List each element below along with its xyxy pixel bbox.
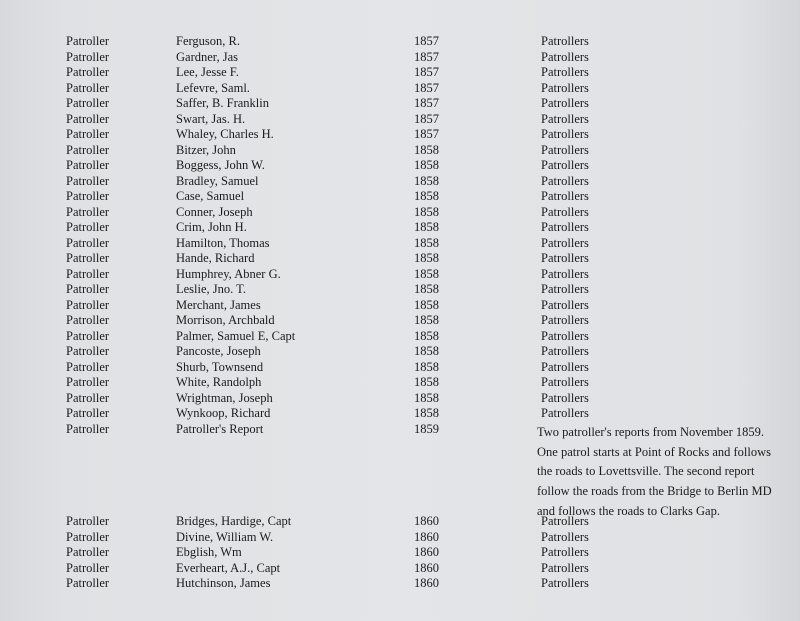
category-cell: Patrollers: [541, 359, 589, 374]
year-cell: 1858: [414, 344, 439, 358]
role-cell: Patroller: [66, 96, 110, 110]
category-cell: Patrollers: [541, 204, 589, 219]
category-cell: Patrollers: [541, 127, 589, 141]
table-row: [0, 158, 800, 174]
year-cell: 1860: [414, 514, 439, 528]
role-cell: Patroller: [66, 390, 110, 405]
report-note-line: Two patroller's reports from November 1859.: [537, 425, 765, 439]
category-cell: Patrollers: [541, 142, 589, 157]
report-description: [537, 423, 787, 521]
table-row: [0, 112, 800, 128]
role-cell: Patroller: [66, 297, 110, 312]
role-cell: Patroller: [66, 422, 110, 436]
name-cell: Bradley, Samuel: [176, 173, 259, 188]
name-cell: Patroller's Report: [176, 422, 264, 436]
role-cell: Patroller: [66, 34, 110, 48]
category-cell: Patrollers: [541, 375, 589, 389]
role-cell: Patroller: [66, 65, 110, 79]
name-cell: Merchant, James: [176, 297, 261, 312]
year-cell: 1857: [414, 111, 439, 126]
table-row: [0, 189, 800, 205]
name-cell: Morrison, Archbald: [176, 313, 275, 327]
name-cell: Divine, William W.: [176, 529, 274, 544]
category-cell: Patrollers: [541, 328, 589, 343]
role-cell: Patroller: [66, 204, 110, 219]
year-cell: 1857: [414, 65, 439, 79]
name-cell: Case, Samuel: [176, 189, 245, 203]
category-cell: Patrollers: [541, 251, 589, 265]
name-cell: Hande, Richard: [176, 251, 255, 265]
year-cell: 1860: [414, 560, 439, 575]
year-cell: 1858: [414, 375, 439, 389]
name-cell: Wrightman, Joseph: [176, 390, 273, 405]
name-cell: Crim, John H.: [176, 220, 247, 234]
table-row: [0, 282, 800, 298]
role-cell: Patroller: [66, 529, 110, 544]
role-cell: Patroller: [66, 127, 110, 141]
name-cell: Bitzer, John: [176, 142, 236, 157]
table-row: [0, 205, 800, 221]
year-cell: 1858: [414, 251, 439, 265]
category-cell: Patrollers: [541, 189, 589, 203]
table-row: [0, 251, 800, 267]
role-cell: Patroller: [66, 514, 110, 528]
table-row: [0, 561, 800, 577]
year-cell: 1857: [414, 96, 439, 110]
role-cell: Patroller: [66, 406, 110, 420]
category-cell: Patrollers: [541, 560, 589, 575]
name-cell: Swart, Jas. H.: [176, 111, 246, 126]
year-cell: 1859: [414, 422, 439, 436]
name-cell: Gardner, Jas: [176, 49, 238, 64]
category-cell: Patrollers: [541, 529, 589, 544]
name-cell: Conner, Joseph: [176, 204, 253, 219]
category-cell: Patrollers: [541, 235, 589, 250]
name-cell: Wynkoop, Richard: [176, 406, 271, 420]
year-cell: 1857: [414, 127, 439, 141]
report-note-line: follow the roads from the Bridge to Berlin MD: [537, 484, 772, 499]
category-cell: Patrollers: [541, 65, 589, 79]
year-cell: 1858: [414, 235, 439, 250]
year-cell: 1860: [414, 576, 439, 591]
name-cell: Humphrey, Abner G.: [176, 266, 281, 281]
table-row: [0, 65, 800, 81]
role-cell: Patroller: [66, 80, 110, 95]
year-cell: 1858: [414, 406, 439, 420]
year-cell: 1858: [414, 297, 439, 312]
name-cell: Bridges, Hardige, Capt: [176, 514, 292, 528]
table-row: [0, 220, 800, 236]
table-row: [0, 96, 800, 112]
year-cell: 1858: [414, 266, 439, 281]
role-cell: Patroller: [66, 576, 110, 591]
table-row: [0, 298, 800, 314]
category-cell: Patrollers: [541, 282, 589, 296]
name-cell: White, Randolph: [176, 375, 262, 389]
table-row: [0, 406, 800, 422]
name-cell: Pancoste, Joseph: [176, 344, 261, 358]
category-cell: Patrollers: [541, 158, 589, 172]
year-cell: 1858: [414, 390, 439, 405]
table-row: [0, 514, 800, 530]
role-cell: Patroller: [66, 266, 110, 281]
name-cell: Everheart, A.J., Capt: [176, 560, 281, 575]
table-row: [0, 545, 800, 561]
year-cell: 1858: [414, 328, 439, 343]
year-cell: 1858: [414, 220, 439, 234]
role-cell: Patroller: [66, 235, 110, 250]
table-row: [0, 313, 800, 329]
table-row: [0, 236, 800, 252]
role-cell: Patroller: [66, 49, 110, 64]
role-cell: Patroller: [66, 189, 110, 203]
name-cell: Hutchinson, James: [176, 576, 271, 591]
category-cell: Patrollers: [541, 266, 589, 281]
name-cell: Boggess, John W.: [176, 158, 265, 172]
name-cell: Palmer, Samuel E, Capt: [176, 328, 296, 343]
category-cell: Patrollers: [541, 96, 589, 110]
table-row: [0, 360, 800, 376]
name-cell: Shurb, Townsend: [176, 359, 264, 374]
role-cell: Patroller: [66, 344, 110, 358]
year-cell: 1858: [414, 359, 439, 374]
name-cell: Whaley, Charles H.: [176, 127, 274, 141]
category-cell: Patrollers: [541, 80, 589, 95]
table-row: [0, 267, 800, 283]
table-row: [0, 576, 800, 592]
year-cell: 1860: [414, 529, 439, 544]
year-cell: 1858: [414, 282, 439, 296]
role-cell: Patroller: [66, 375, 110, 389]
table-row: [0, 329, 800, 345]
category-cell: Patrollers: [541, 220, 589, 234]
category-cell: Patrollers: [541, 390, 589, 405]
role-cell: Patroller: [66, 173, 110, 188]
category-cell: Patrollers: [541, 576, 589, 591]
category-cell: Patrollers: [541, 34, 589, 48]
report-note-line: One patrol starts at Point of Rocks and follows: [537, 444, 771, 459]
table-row: [0, 344, 800, 360]
category-cell: Patrollers: [541, 49, 589, 64]
year-cell: 1858: [414, 189, 439, 203]
category-cell: Patrollers: [541, 406, 589, 420]
year-cell: 1858: [414, 158, 439, 172]
name-cell: Leslie, Jno. T.: [176, 282, 247, 296]
role-cell: Patroller: [66, 251, 110, 265]
year-cell: 1858: [414, 142, 439, 157]
table-row: [0, 127, 800, 143]
role-cell: Patroller: [66, 220, 110, 234]
table-row: [0, 143, 800, 159]
year-cell: 1860: [414, 545, 439, 560]
year-cell: 1858: [414, 204, 439, 219]
table-row: [0, 34, 800, 50]
table-row: [0, 530, 800, 546]
table-row: [0, 375, 800, 391]
role-cell: Patroller: [66, 328, 110, 343]
role-cell: Patroller: [66, 560, 110, 575]
year-cell: 1858: [414, 173, 439, 188]
name-cell: Saffer, B. Franklin: [176, 96, 270, 110]
category-cell: Patrollers: [541, 344, 589, 358]
year-cell: 1857: [414, 49, 439, 64]
name-cell: Lee, Jesse F.: [176, 65, 239, 79]
category-cell: Patrollers: [541, 297, 589, 312]
table-row: [0, 174, 800, 190]
report-note-line: and follows the roads to Clarks Gap.: [537, 503, 720, 518]
report-note-line: the roads to Lovettsville. The second report: [537, 464, 755, 479]
name-cell: Lefevre, Saml.: [176, 80, 250, 95]
role-cell: Patroller: [66, 111, 110, 126]
table-row: [0, 81, 800, 97]
year-cell: 1858: [414, 313, 439, 327]
year-cell: 1857: [414, 80, 439, 95]
table-row: [0, 50, 800, 66]
year-cell: 1857: [414, 34, 439, 48]
category-cell: Patrollers: [541, 514, 589, 528]
role-cell: Patroller: [66, 158, 110, 172]
name-cell: Hamilton, Thomas: [176, 235, 270, 250]
name-cell: Ebglish, Wm: [176, 545, 242, 560]
role-cell: Patroller: [66, 545, 110, 560]
role-cell: Patroller: [66, 313, 110, 327]
category-cell: Patrollers: [541, 111, 589, 126]
role-cell: Patroller: [66, 282, 110, 296]
table-row: [0, 391, 800, 407]
category-cell: Patrollers: [541, 173, 589, 188]
name-cell: Ferguson, R.: [176, 34, 241, 48]
category-cell: Patrollers: [541, 545, 589, 560]
category-cell: Patrollers: [541, 313, 589, 327]
role-cell: Patroller: [66, 142, 110, 157]
role-cell: Patroller: [66, 359, 110, 374]
